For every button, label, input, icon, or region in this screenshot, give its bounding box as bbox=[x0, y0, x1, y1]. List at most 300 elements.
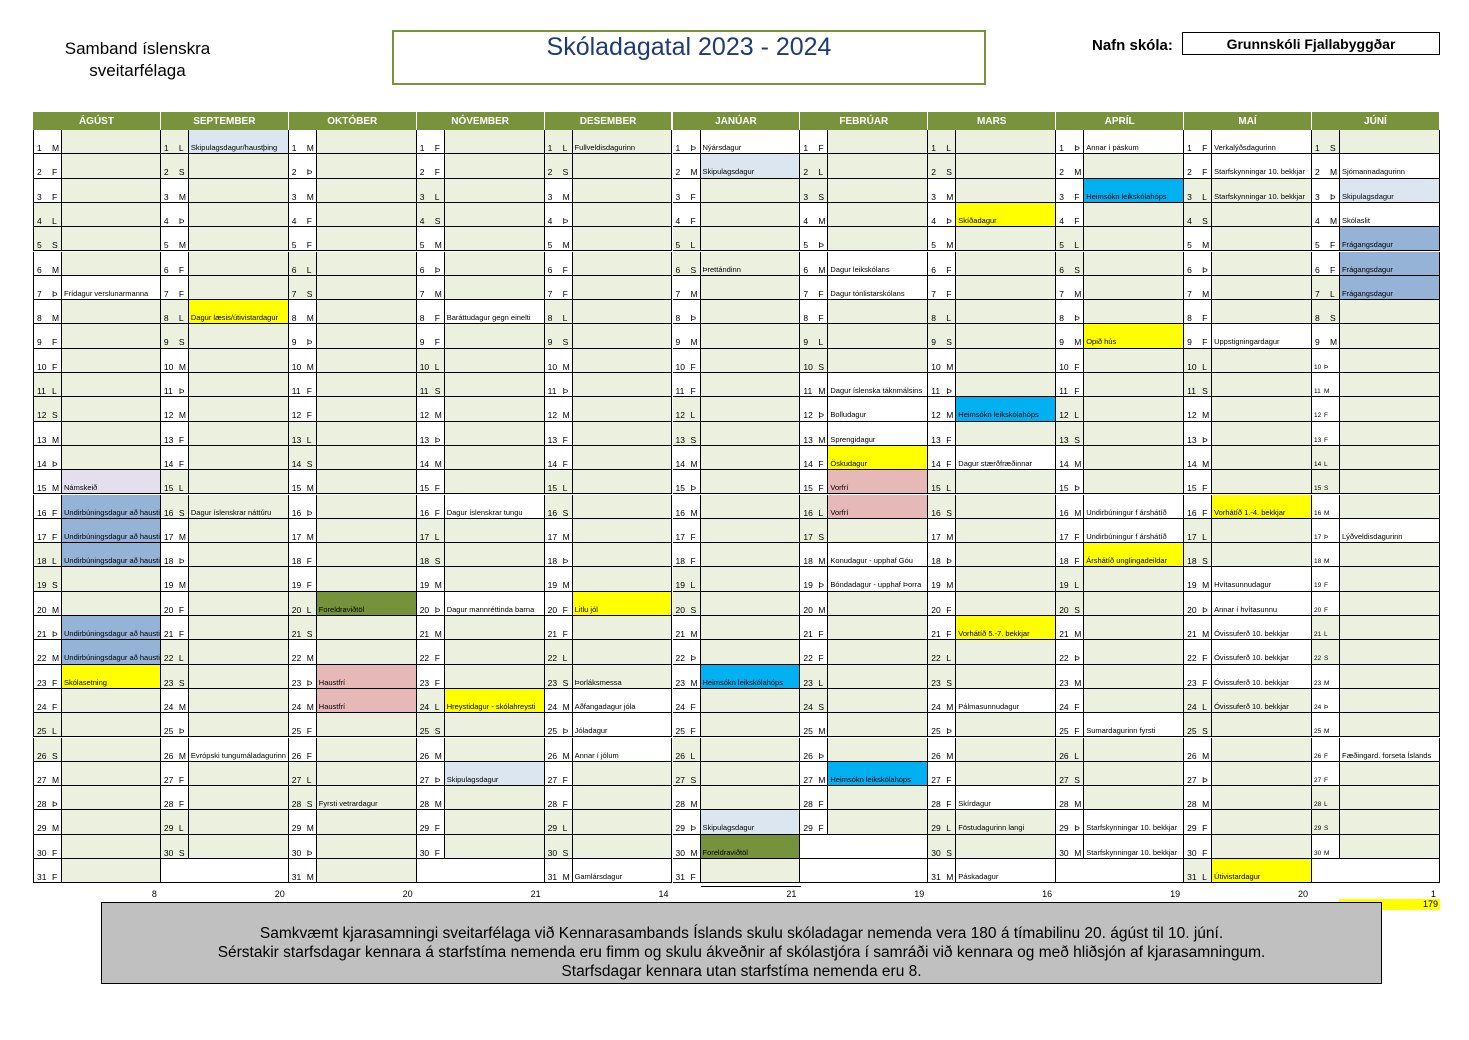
weekday-letter: S bbox=[690, 604, 697, 615]
weekday-letter: Þ bbox=[946, 215, 952, 226]
weekday-letter: M bbox=[946, 531, 954, 542]
day-number: 1 bbox=[419, 143, 425, 153]
day-event bbox=[1211, 276, 1311, 299]
day-number: 29 bbox=[931, 823, 941, 834]
day-event bbox=[1339, 835, 1439, 858]
day-number: 22 bbox=[37, 653, 47, 664]
day-event bbox=[444, 713, 544, 736]
day-cell bbox=[545, 446, 673, 470]
day-event: Pálmasunnudagur bbox=[955, 689, 1055, 712]
day-number: 20 bbox=[163, 604, 174, 615]
day-event bbox=[1211, 349, 1311, 372]
day-event bbox=[955, 713, 1055, 736]
day-event bbox=[700, 519, 800, 542]
weekday-letter: F bbox=[690, 361, 696, 372]
weekday-letter: S bbox=[1202, 726, 1208, 737]
day-number: 4 bbox=[163, 215, 169, 226]
day-event bbox=[316, 203, 416, 226]
organization-name-line1: Samband íslenskra bbox=[64, 39, 211, 58]
day-number: 28 bbox=[547, 799, 558, 810]
day-number: 20 bbox=[291, 604, 302, 615]
day-event bbox=[700, 543, 800, 566]
day-event bbox=[572, 252, 672, 275]
weekday-letter: L bbox=[306, 604, 312, 615]
day-event bbox=[444, 397, 544, 420]
month-header: MARS bbox=[928, 112, 1055, 130]
day-cell bbox=[161, 446, 289, 470]
weekday-letter: S bbox=[52, 580, 58, 591]
weekday-letter: F bbox=[946, 629, 952, 639]
day-number: 17 bbox=[803, 531, 813, 542]
day-cell bbox=[800, 713, 928, 737]
day-number: 15 bbox=[37, 483, 47, 494]
day-number: 28 bbox=[675, 799, 685, 810]
weekday-letter: Þ bbox=[818, 580, 825, 591]
day-number: 26 bbox=[675, 750, 685, 761]
day-number: 23 bbox=[1059, 677, 1069, 688]
day-cell bbox=[33, 665, 161, 689]
day-cell bbox=[417, 179, 545, 203]
day-number: 25 bbox=[675, 726, 685, 737]
day-cell bbox=[928, 786, 1056, 810]
day-event bbox=[700, 397, 800, 420]
day-event bbox=[955, 835, 1055, 858]
day-event: Baráttudagur gegn einelti bbox=[444, 300, 544, 323]
day-cell bbox=[545, 373, 673, 397]
day-event bbox=[955, 324, 1055, 347]
day-cell bbox=[161, 130, 289, 154]
weekday-letter: M bbox=[434, 410, 442, 421]
grand-total: 179 bbox=[1339, 899, 1440, 910]
day-cell bbox=[673, 154, 801, 178]
weekday-letter: S bbox=[52, 410, 58, 421]
day-cell bbox=[1056, 130, 1184, 154]
weekday-letter: M bbox=[306, 653, 314, 664]
day-event: Annar í páskum bbox=[1083, 130, 1183, 153]
weekday-letter: Þ bbox=[1074, 653, 1080, 664]
weekday-letter: M bbox=[562, 361, 570, 372]
day-number: 7 bbox=[419, 288, 425, 299]
weekday-letter: S bbox=[178, 677, 185, 688]
day-cell bbox=[1312, 567, 1440, 591]
weekday-letter: Þ bbox=[1330, 191, 1336, 202]
day-cell bbox=[289, 519, 417, 543]
day-number: 17 bbox=[37, 531, 47, 542]
weekday-letter: M bbox=[562, 531, 570, 542]
day-number: 11 bbox=[1314, 388, 1321, 395]
day-cell bbox=[928, 422, 1056, 446]
day-cell bbox=[161, 373, 289, 397]
day-number: 15 bbox=[1187, 483, 1197, 494]
day-event bbox=[1083, 252, 1183, 275]
day-number: 6 bbox=[931, 264, 937, 275]
day-number: 14 bbox=[931, 458, 941, 469]
day-number: 10 bbox=[1314, 363, 1322, 371]
month-total: 19 bbox=[914, 889, 925, 899]
day-event: Dagur læsis/útivistardagur bbox=[188, 300, 288, 323]
day-cell bbox=[161, 324, 289, 348]
day-cell bbox=[1056, 154, 1184, 178]
day-number: 21 bbox=[163, 629, 174, 639]
day-event: Þrettándinn bbox=[700, 252, 800, 275]
day-number: 15 bbox=[419, 483, 430, 494]
day-cell bbox=[161, 397, 289, 421]
day-number: 12 bbox=[163, 410, 174, 421]
day-number: 16 bbox=[419, 507, 430, 518]
day-number: 15 bbox=[803, 483, 813, 494]
day-event: Opið hús bbox=[1083, 324, 1183, 347]
day-number: 23 bbox=[291, 677, 302, 688]
day-cell bbox=[417, 616, 545, 640]
day-number: 26 bbox=[803, 750, 813, 761]
weekday-letter: M bbox=[1202, 288, 1210, 299]
footer-note-line2: Sérstakir starfsdagar kennara á starfstíma nemenda eru fimm og skulu ákveðnir af skólastjóra í samráði við kennara og með hliðsjón af kjarasamningum. bbox=[217, 944, 1266, 961]
day-number: 1 bbox=[163, 143, 169, 153]
weekday-letter: M bbox=[434, 799, 442, 810]
day-event bbox=[61, 373, 160, 396]
month-header: FEBRÚAR bbox=[800, 112, 927, 130]
weekday-letter: F bbox=[690, 386, 696, 396]
day-cell bbox=[545, 422, 673, 446]
day-cell bbox=[673, 349, 801, 373]
weekday-letter: L bbox=[690, 240, 696, 251]
day-event: Verkalýðsdagurinn bbox=[1211, 130, 1311, 153]
weekday-letter: L bbox=[52, 215, 57, 226]
day-cell bbox=[545, 349, 673, 373]
day-event: Undirbúningsdagur að hausti bbox=[61, 495, 160, 518]
day-event bbox=[61, 835, 160, 858]
day-cell bbox=[1184, 446, 1312, 470]
day-number: 24 bbox=[291, 701, 302, 712]
weekday-letter: L bbox=[946, 823, 952, 834]
day-event bbox=[572, 154, 672, 177]
day-event: Vorfrí bbox=[827, 470, 927, 493]
day-event: Útivistardagur bbox=[1211, 859, 1311, 882]
weekday-letter: L bbox=[306, 434, 312, 445]
weekday-letter: F bbox=[1074, 215, 1080, 226]
day-event bbox=[1339, 640, 1439, 663]
day-event: Annar í hvítasunnu bbox=[1211, 592, 1311, 615]
weekday-letter: M bbox=[690, 677, 698, 688]
day-event bbox=[1083, 689, 1183, 712]
day-cell bbox=[289, 324, 417, 348]
day-cell bbox=[289, 738, 417, 762]
weekday-letter: F bbox=[818, 823, 824, 834]
day-number: 27 bbox=[37, 774, 47, 785]
day-number: 4 bbox=[37, 215, 42, 226]
day-number: 27 bbox=[163, 774, 174, 785]
day-number: 8 bbox=[291, 313, 297, 324]
day-cell bbox=[1312, 592, 1440, 616]
weekday-letter: M bbox=[946, 872, 954, 882]
weekday-letter: M bbox=[434, 288, 442, 299]
day-cell bbox=[928, 810, 1056, 834]
weekday-letter: M bbox=[178, 410, 186, 421]
weekday-letter: M bbox=[1324, 509, 1330, 517]
weekday-letter: Þ bbox=[1074, 143, 1080, 153]
weekday-letter: Þ bbox=[690, 823, 697, 834]
day-number: 18 bbox=[675, 556, 685, 567]
day-cell bbox=[1312, 203, 1440, 227]
day-event bbox=[1083, 373, 1183, 396]
day-event bbox=[955, 154, 1055, 177]
weekday-letter: M bbox=[562, 701, 570, 712]
day-number: 2 bbox=[803, 167, 809, 178]
day-cell bbox=[1312, 422, 1440, 446]
weekday-letter: Þ bbox=[1324, 363, 1329, 371]
month-header: NÓVEMBER bbox=[417, 112, 544, 130]
day-event bbox=[444, 324, 544, 347]
day-event bbox=[1083, 640, 1183, 663]
weekday-letter: F bbox=[946, 288, 952, 299]
day-cell bbox=[1056, 446, 1184, 470]
day-cell bbox=[1312, 154, 1440, 178]
day-cell bbox=[1056, 519, 1184, 543]
day-event bbox=[1083, 567, 1183, 590]
day-cell bbox=[1184, 835, 1312, 859]
day-event bbox=[700, 373, 800, 396]
day-cell bbox=[673, 616, 801, 640]
day-number: 28 bbox=[803, 799, 813, 810]
day-event: Starfskynningar 10. bekkjar bbox=[1211, 154, 1311, 177]
day-event bbox=[1211, 300, 1311, 323]
day-cell bbox=[417, 738, 545, 762]
day-cell bbox=[800, 324, 928, 348]
day-cell bbox=[1184, 324, 1312, 348]
day-cell bbox=[673, 835, 801, 859]
day-number: 4 bbox=[803, 215, 809, 226]
day-number: 2 bbox=[37, 167, 42, 178]
day-cell bbox=[33, 640, 161, 664]
weekday-letter: F bbox=[1202, 483, 1208, 494]
day-cell bbox=[673, 859, 801, 883]
weekday-letter: M bbox=[1074, 458, 1082, 469]
day-cell bbox=[545, 567, 673, 591]
day-event bbox=[572, 349, 672, 372]
weekday-letter: M bbox=[690, 167, 698, 178]
day-cell bbox=[417, 276, 545, 300]
day-number: 5 bbox=[803, 240, 809, 251]
day-cell bbox=[928, 324, 1056, 348]
weekday-letter: M bbox=[818, 726, 826, 737]
day-number: 17 bbox=[163, 531, 174, 542]
day-cell bbox=[289, 835, 417, 859]
day-cell bbox=[1312, 786, 1440, 810]
day-cell bbox=[1312, 276, 1440, 300]
day-event: Sprengidagur bbox=[827, 422, 927, 445]
day-number: 14 bbox=[291, 458, 302, 469]
organization-name bbox=[40, 38, 235, 82]
day-cell bbox=[800, 519, 928, 543]
day-number: 29 bbox=[1314, 825, 1322, 833]
weekday-letter: M bbox=[946, 701, 954, 712]
month-header: SEPTEMBER bbox=[161, 112, 288, 130]
day-number: 15 bbox=[931, 483, 941, 494]
day-event bbox=[572, 203, 672, 226]
day-number: 4 bbox=[291, 215, 297, 226]
day-cell bbox=[800, 397, 928, 421]
month-total: 20 bbox=[1297, 889, 1308, 899]
weekday-letter: Þ bbox=[690, 653, 697, 664]
day-cell bbox=[417, 203, 545, 227]
day-cell bbox=[673, 300, 801, 324]
day-event bbox=[188, 422, 288, 445]
page-title: Skóladagatal 2023 - 2024 bbox=[546, 33, 832, 61]
day-number: 2 bbox=[163, 167, 169, 178]
weekday-letter: M bbox=[1202, 750, 1210, 761]
day-event bbox=[188, 179, 288, 202]
day-cell bbox=[928, 665, 1056, 689]
day-number: 16 bbox=[163, 507, 174, 518]
day-event bbox=[827, 738, 927, 761]
weekday-letter: F bbox=[434, 313, 440, 324]
day-cell bbox=[33, 276, 161, 300]
day-event bbox=[1339, 810, 1439, 833]
day-number: 27 bbox=[1187, 774, 1197, 785]
weekday-letter: L bbox=[434, 361, 440, 372]
day-cell bbox=[1312, 495, 1440, 519]
day-cell bbox=[161, 738, 289, 762]
day-cell bbox=[545, 519, 673, 543]
day-event bbox=[572, 300, 672, 323]
day-number: 9 bbox=[803, 337, 809, 348]
weekday-letter: Þ bbox=[306, 507, 313, 518]
weekday-letter: L bbox=[1330, 288, 1335, 299]
day-cell bbox=[800, 373, 928, 397]
day-event: Frídagur verslunarmanna bbox=[61, 276, 160, 299]
day-event bbox=[1211, 470, 1311, 493]
weekday-letter: M bbox=[1202, 629, 1210, 639]
weekday-letter: L bbox=[1202, 531, 1207, 542]
weekday-letter: S bbox=[562, 167, 569, 178]
day-event bbox=[572, 786, 672, 809]
day-cell bbox=[545, 227, 673, 251]
weekday-letter: L bbox=[1202, 872, 1207, 882]
day-event bbox=[188, 567, 288, 590]
day-number: 7 bbox=[675, 288, 681, 299]
weekday-letter: L bbox=[1324, 801, 1328, 809]
day-event: Uppstigningardagur bbox=[1211, 324, 1311, 347]
day-number: 2 bbox=[1187, 167, 1192, 178]
day-number: 31 bbox=[675, 872, 685, 882]
day-event bbox=[316, 713, 416, 736]
day-cell bbox=[417, 713, 545, 737]
day-cell bbox=[289, 227, 417, 251]
day-number: 29 bbox=[547, 823, 558, 834]
footer-note bbox=[101, 902, 1382, 984]
day-event: Fæðingard. forseta Íslands bbox=[1339, 738, 1439, 761]
day-event: Fullveldisdagurinn bbox=[572, 130, 672, 153]
day-cell bbox=[1184, 689, 1312, 713]
weekday-letter: F bbox=[562, 774, 568, 785]
day-number: 26 bbox=[291, 750, 302, 761]
day-event bbox=[1083, 154, 1183, 177]
day-number: 12 bbox=[1187, 410, 1197, 421]
day-cell bbox=[800, 616, 928, 640]
day-number: 1 bbox=[931, 143, 937, 153]
day-cell bbox=[545, 252, 673, 276]
weekday-letter: F bbox=[178, 604, 185, 615]
month-total: 19 bbox=[1170, 889, 1181, 899]
day-number: 20 bbox=[419, 604, 430, 615]
day-cell bbox=[1184, 470, 1312, 494]
day-cell bbox=[1056, 640, 1184, 664]
day-number: 27 bbox=[291, 774, 302, 785]
day-number: 18 bbox=[931, 556, 941, 567]
day-number: 31 bbox=[37, 872, 47, 882]
day-number: 16 bbox=[803, 507, 813, 518]
day-cell bbox=[417, 446, 545, 470]
weekday-letter: F bbox=[1324, 776, 1328, 784]
day-cell bbox=[928, 130, 1056, 154]
day-event bbox=[188, 810, 288, 833]
day-number: 27 bbox=[1314, 776, 1322, 784]
weekday-letter: L bbox=[946, 653, 952, 664]
day-event: Konudagur - upphaf Góu bbox=[827, 543, 927, 566]
weekday-letter: F bbox=[52, 361, 58, 372]
day-event bbox=[61, 300, 160, 323]
weekday-letter: S bbox=[434, 556, 441, 567]
weekday-letter: L bbox=[178, 823, 184, 834]
day-event bbox=[61, 227, 160, 250]
day-number: 12 bbox=[37, 410, 47, 421]
day-number: 20 bbox=[37, 604, 47, 615]
day-event bbox=[316, 495, 416, 518]
day-number: 23 bbox=[1314, 679, 1322, 687]
day-cell bbox=[1184, 567, 1312, 591]
day-event bbox=[61, 592, 160, 615]
weekday-letter: M bbox=[434, 458, 442, 469]
weekday-letter: L bbox=[818, 677, 824, 688]
weekday-letter: F bbox=[1202, 653, 1208, 664]
day-event bbox=[955, 349, 1055, 372]
day-event bbox=[827, 227, 927, 250]
weekday-letter: Þ bbox=[434, 774, 441, 785]
weekday-letter: F bbox=[178, 264, 185, 275]
weekday-letter: L bbox=[562, 483, 568, 494]
day-event bbox=[188, 324, 288, 347]
day-number: 29 bbox=[1187, 823, 1197, 834]
weekday-letter: Þ bbox=[306, 677, 313, 688]
weekday-letter: Þ bbox=[52, 288, 58, 299]
day-event bbox=[316, 179, 416, 202]
day-number: 1 bbox=[291, 143, 297, 153]
day-number: 13 bbox=[675, 434, 685, 445]
day-number: 6 bbox=[419, 264, 425, 275]
weekday-letter: F bbox=[1202, 167, 1208, 178]
weekday-letter: F bbox=[178, 434, 185, 445]
day-cell bbox=[1312, 665, 1440, 689]
day-cell bbox=[800, 252, 928, 276]
day-number: 22 bbox=[931, 653, 941, 664]
day-cell bbox=[161, 665, 289, 689]
day-cell bbox=[673, 470, 801, 494]
weekday-letter: M bbox=[946, 410, 954, 421]
weekday-letter: M bbox=[946, 191, 954, 202]
weekday-letter: L bbox=[1074, 580, 1079, 591]
school-name-field[interactable]: Grunnskóli Fjallabyggðar bbox=[1182, 32, 1440, 55]
day-cell bbox=[800, 470, 928, 494]
day-event bbox=[1211, 227, 1311, 250]
day-number: 1 bbox=[547, 143, 553, 153]
day-number: 24 bbox=[547, 701, 558, 712]
weekday-letter: F bbox=[434, 653, 440, 664]
month-total: 14 bbox=[658, 889, 669, 899]
day-event bbox=[572, 519, 672, 542]
day-cell bbox=[161, 276, 289, 300]
day-cell bbox=[289, 154, 417, 178]
day-cell bbox=[800, 179, 928, 203]
